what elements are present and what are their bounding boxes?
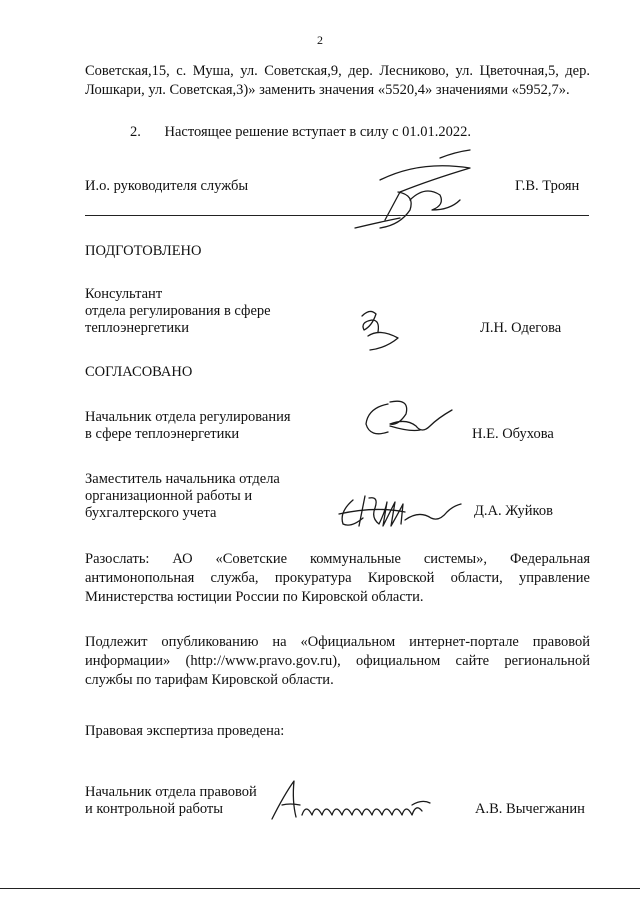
expertise-text: Правовая экспертиза проведена: — [85, 723, 285, 739]
position-line: Начальник отдела регулирования — [85, 409, 291, 425]
agreed-heading: СОГЛАСОВАНО — [85, 364, 193, 380]
position-line: в сфере теплоэнергетики — [85, 426, 240, 442]
head-name: Г.В. Троян — [515, 178, 580, 194]
agreed-signatory-1-position — [85, 409, 291, 443]
legal-signature — [262, 775, 442, 825]
intro-paragraph: Советская,15, с. Муша, ул. Советская,9, дер. Лесниково, ул. Цветочная,5, дер. Лошкари, ул. Советская,3)» заменить значения «5520,4» значениями «5952,7». — [85, 63, 590, 98]
position-line: и контрольной работы — [85, 801, 223, 817]
agreed-signatory-1-signature — [360, 396, 460, 446]
head-position: И.о. руководителя службы — [85, 178, 249, 194]
legal-position — [85, 784, 257, 818]
publication-paragraph: Подлежит опубликованию на «Официальном интернет-портале правовой информации» (http://www.pravo.gov.ru), официальном сайте региональной службы по тарифам Кировской области. — [85, 634, 590, 688]
head-signature — [340, 140, 480, 235]
legal-name: А.В. Вычегжанин — [475, 801, 585, 817]
position-line: организационной работы и — [85, 488, 253, 504]
agreed-signatory-2-name: Д.А. Жуйков — [474, 503, 553, 519]
position-line: Заместитель начальника отдела — [85, 471, 280, 487]
item-2-text: Настоящее решение вступает в силу с 01.01.2022. — [164, 124, 472, 140]
separator-line — [85, 215, 589, 216]
prepared-heading: ПОДГОТОВЛЕНО — [85, 243, 202, 259]
distribution-paragraph: Разослать: АО «Советские коммунальные системы», Федеральная антимонопольная служба, прокуратура Кировской области, управление Министерства юстиции России по Кировской области. — [85, 551, 590, 605]
prepared-name: Л.Н. Одегова — [480, 320, 562, 336]
prepared-position-line: отдела регулирования в сфере — [85, 303, 271, 319]
prepared-signature — [350, 306, 410, 356]
position-line: бухгалтерского учета — [85, 505, 217, 521]
page-number: 2 — [317, 33, 323, 47]
footer-line — [0, 888, 640, 889]
agreed-signatory-1-name: Н.Е. Обухова — [472, 426, 554, 442]
item-2-number: 2. — [130, 124, 141, 140]
position-line: Начальник отдела правовой — [85, 784, 257, 800]
prepared-position-line: Консультант — [85, 286, 163, 302]
item-2 — [130, 124, 590, 141]
agreed-signatory-2-position — [85, 471, 280, 522]
prepared-position — [85, 286, 271, 337]
agreed-signatory-2-signature — [335, 488, 465, 533]
prepared-position-line: теплоэнергетики — [85, 320, 189, 336]
